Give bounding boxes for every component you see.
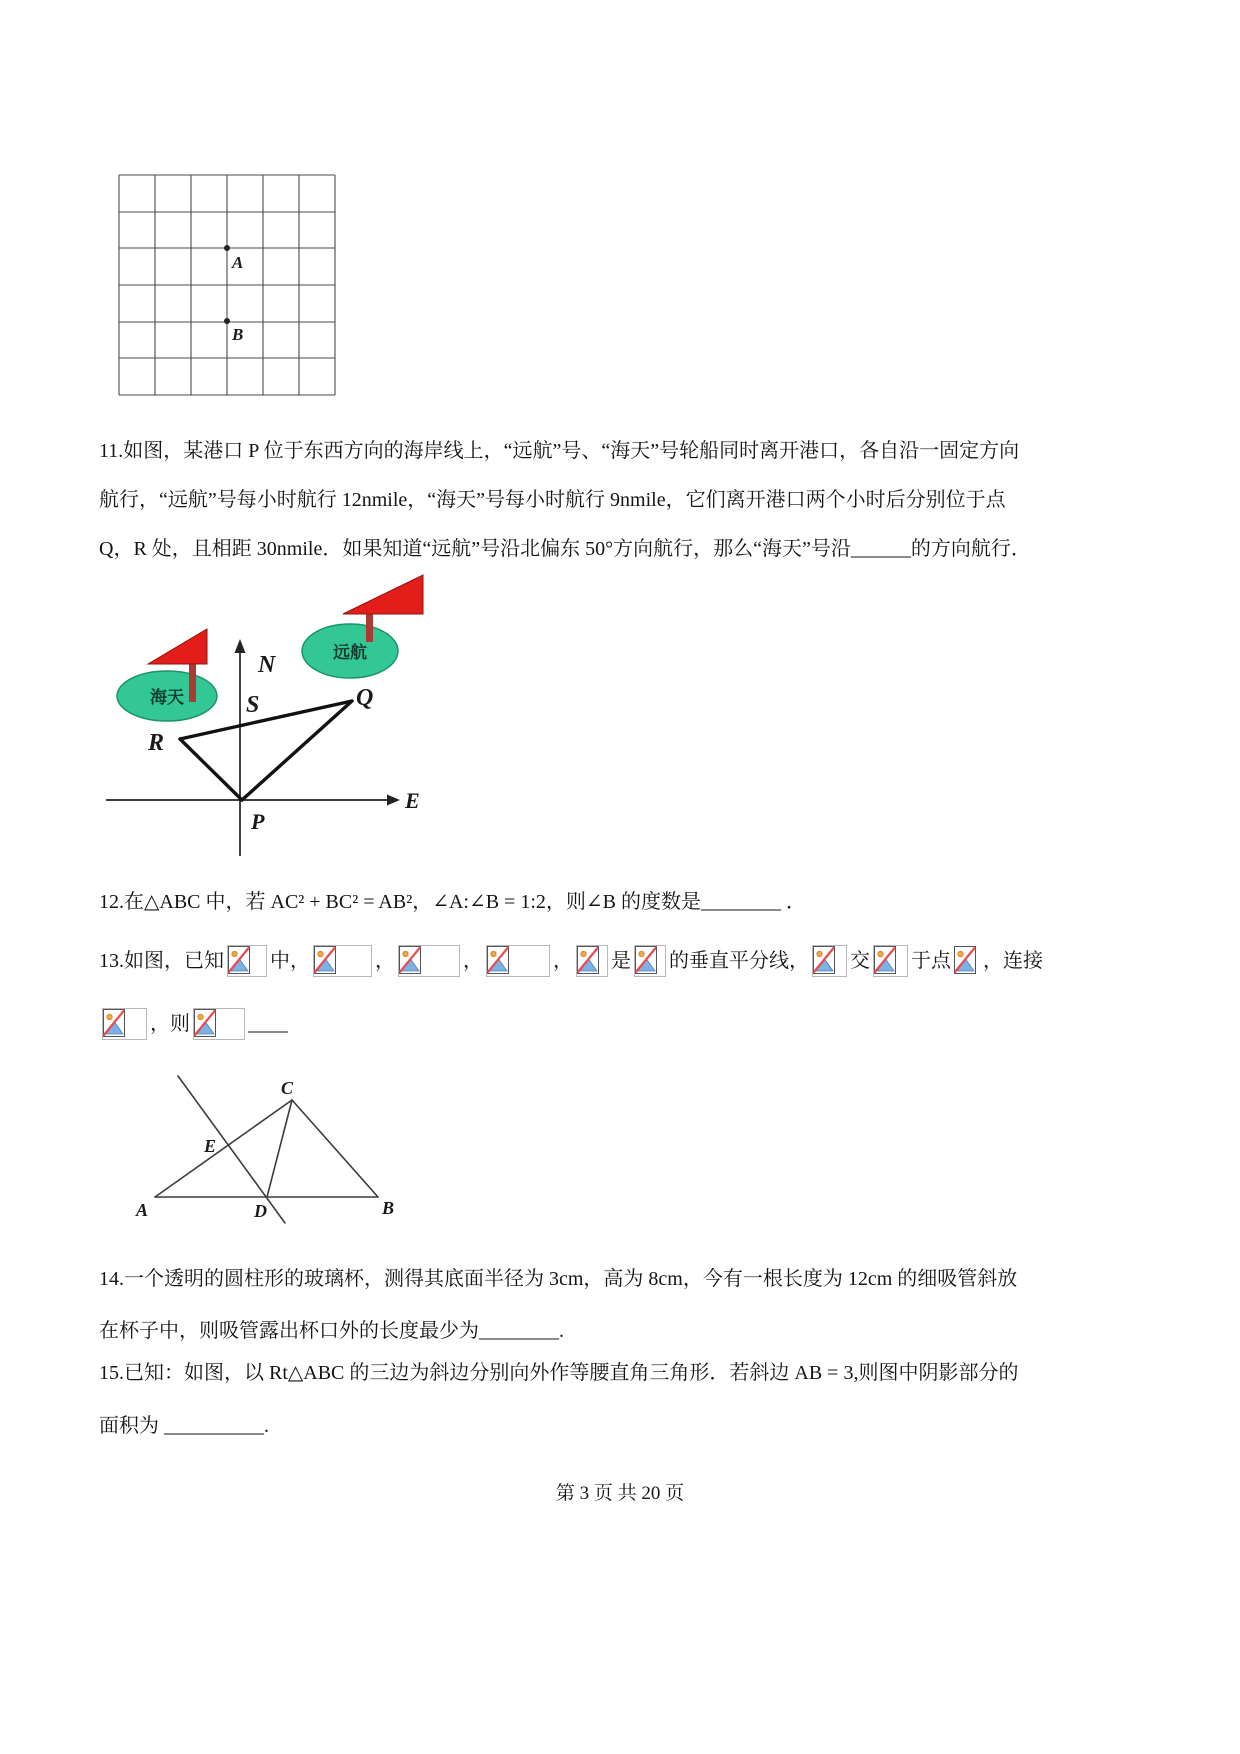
- north-arrowhead-icon: [235, 639, 246, 653]
- broken-image-icon: [102, 1008, 147, 1040]
- question-15-line-2: 面积为 __________.: [99, 1415, 269, 1437]
- question-14-line-2: 在杯子中，则吸管露出杯口外的长度最少为________.: [99, 1320, 564, 1342]
- point-a-dot: [224, 245, 230, 251]
- yuanhang-flag-pole: [366, 613, 373, 642]
- broken-image-glyph: [399, 946, 421, 974]
- broken-image-icon: [873, 945, 908, 977]
- yuanhang-flag-icon: [343, 575, 423, 614]
- question-text: ，: [375, 950, 395, 972]
- broken-image-icon: [227, 945, 267, 977]
- question-11-line-2: 航行，“远航”号每小时航行 12nmile，“海天”号每小时航行 9nmile，它们离开港口两个小时后分别位于点: [99, 489, 1006, 511]
- broken-image-icon: [313, 945, 372, 977]
- broken-image-glyph: [194, 1009, 216, 1037]
- page-number: 第 3 页 共 20 页: [555, 1483, 685, 1504]
- east-label: E: [405, 788, 420, 813]
- question-text: 是: [611, 950, 631, 972]
- broken-image-glyph: [577, 946, 599, 974]
- broken-image-icon: [398, 945, 460, 977]
- question-text: 交: [850, 950, 870, 972]
- port-p-label: P: [251, 809, 265, 834]
- broken-image-glyph: [813, 946, 835, 974]
- question-text: ，连接: [983, 950, 1043, 972]
- haitian-flag-icon: [148, 629, 207, 664]
- question-13-line-2: [99, 1008, 288, 1040]
- s-label: S: [246, 692, 260, 718]
- broken-image-glyph: [874, 946, 896, 974]
- question-text: ，则: [150, 1013, 190, 1035]
- question-text: ，: [463, 950, 483, 972]
- vertex-e-label: E: [204, 1136, 217, 1156]
- vertex-d-label: D: [254, 1201, 267, 1221]
- broken-image-glyph: [954, 946, 976, 974]
- q11-direction-diagram: [85, 560, 435, 860]
- broken-image-icon: [193, 1008, 245, 1040]
- question-14-line-1: 14.一个透明的圆柱形的玻璃杯，测得其底面半径为 3cm，高为 8cm，今有一根长度为 12cm 的细吸管斜放: [99, 1268, 1018, 1290]
- point-q-label: Q: [356, 685, 374, 711]
- broken-image-icon: [634, 945, 666, 977]
- grid-figure: [100, 160, 350, 410]
- question-15-line-1: 15.已知：如图，以 Rt△ABC 的三边为斜边分别向外作等腰直角三角形．若斜边 AB = 3,则图中阴影部分的: [99, 1362, 1019, 1384]
- point-r-label: R: [148, 730, 165, 756]
- question-13-line-1: [99, 945, 1043, 977]
- point-b-dot: [224, 318, 230, 324]
- broken-image-glyph: [314, 946, 336, 974]
- question-text: 于点: [911, 950, 951, 972]
- haitian-flag-pole: [189, 661, 196, 702]
- east-arrowhead-icon: [387, 795, 400, 806]
- point-b-label: B: [232, 325, 244, 344]
- question-text: 中，: [270, 950, 310, 972]
- north-label: N: [258, 652, 276, 678]
- pqr-triangle: [180, 701, 352, 800]
- broken-image-icon: [576, 945, 608, 977]
- vertex-b-label: B: [382, 1198, 395, 1218]
- broken-image-icon: [954, 946, 980, 976]
- question-text: ____: [248, 1013, 288, 1035]
- broken-image-icon: [486, 945, 550, 977]
- grid-lines: [119, 175, 335, 395]
- broken-image-glyph: [487, 946, 509, 974]
- broken-image-icon: [812, 945, 847, 977]
- ship-yuanhang-label: 远航: [333, 643, 367, 662]
- broken-image-glyph: [228, 946, 250, 974]
- question-text: 13.如图，已知: [99, 950, 224, 972]
- question-12-text: 12.在△ABC 中，若 AC² + BC² = AB²，∠A:∠B = 1:2，则∠B 的度数是________ ．: [99, 891, 806, 913]
- vertex-c-label: C: [281, 1078, 294, 1098]
- broken-image-glyph: [103, 1009, 125, 1037]
- point-a-label: A: [232, 253, 244, 272]
- question-11-line-1: 11.如图，某港口 P 位于东西方向的海岸线上，“远航”号、“海天”号轮船同时离开港口，各自沿一固定方向: [99, 440, 1020, 462]
- question-text: ，: [553, 950, 573, 972]
- question-11-line-3: Q，R 处，且相距 30nmile．如果知道“远航”号沿北偏东 50°方向航行，那么“海天”号沿______的方向航行．: [99, 538, 1031, 560]
- broken-image-glyph: [635, 946, 657, 974]
- q13-triangle-figure: [115, 1060, 410, 1245]
- question-text: 的垂直平分线，: [669, 950, 809, 972]
- vertex-a-label: A: [136, 1200, 149, 1220]
- ship-haitian-label: 海天: [150, 688, 184, 707]
